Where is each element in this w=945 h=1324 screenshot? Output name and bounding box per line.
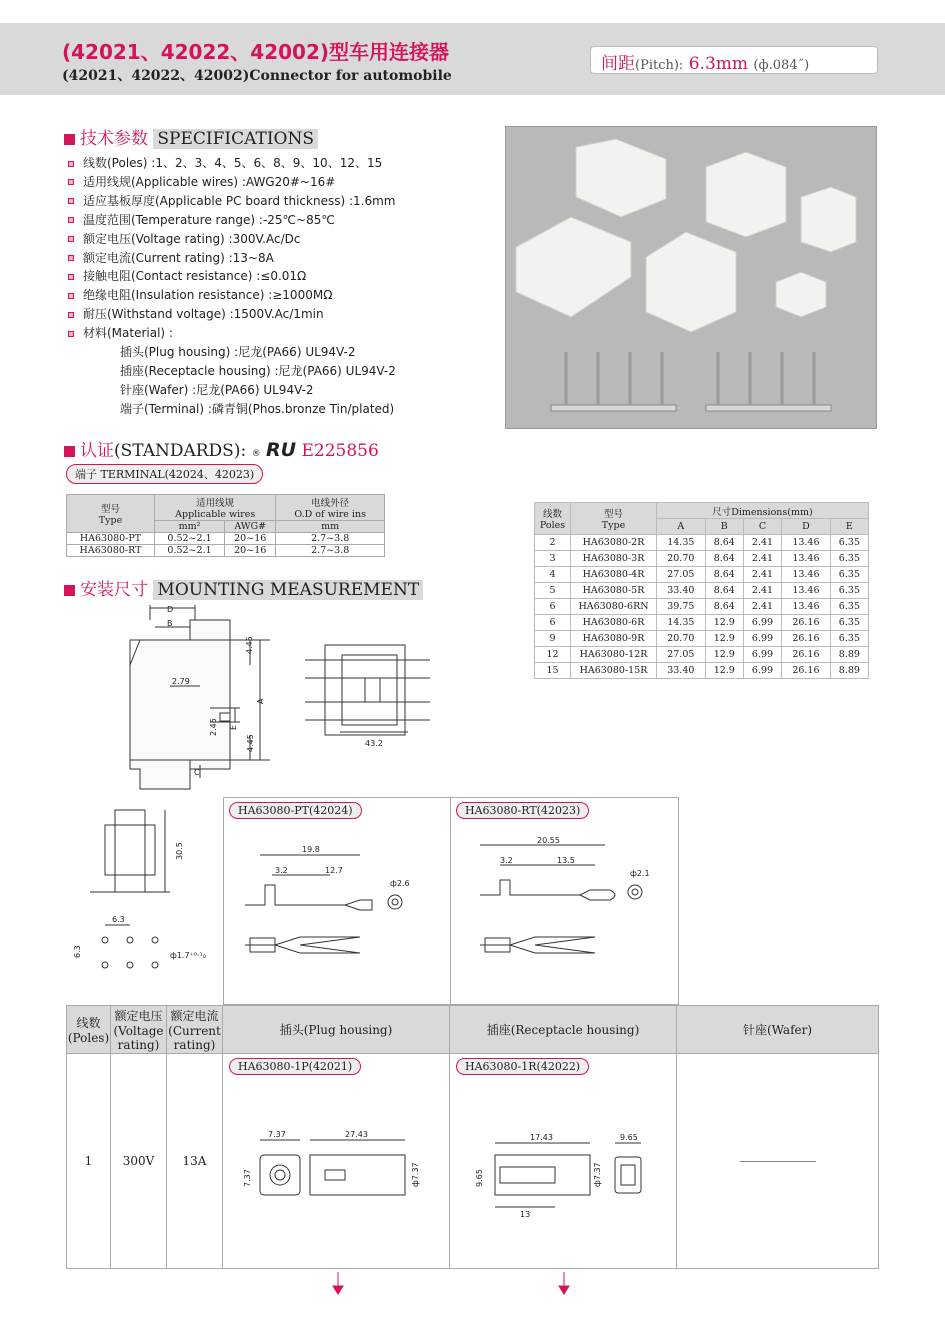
cell: 5 (535, 583, 571, 599)
th-od (276, 495, 385, 521)
th-col-d: D (782, 519, 831, 535)
cell: 8.64 (705, 583, 743, 599)
cell: 12.9 (705, 663, 743, 679)
cell: 6 (535, 599, 571, 615)
pitch-paren: (Pitch): (635, 58, 684, 73)
cell: 26.16 (782, 615, 831, 631)
table-row (535, 647, 869, 663)
spec-item (68, 173, 396, 192)
spec-text: 接触电阻(Contact resistance) :≤0.01Ω (83, 269, 307, 284)
th-text: Applicable wires (175, 509, 256, 520)
spec-item (68, 324, 396, 343)
divider (450, 797, 451, 1005)
cell: 13.46 (782, 583, 831, 599)
cell: 8.89 (830, 663, 868, 679)
cell: HA63080-12R (571, 647, 657, 663)
receptacle-drawing (470, 1125, 670, 1220)
specs-title-en: SPECIFICATIONS (153, 129, 318, 149)
wafer-drawing (70, 800, 220, 980)
rt-dim-4: ф2.1 (630, 869, 650, 878)
bullet-icon (68, 179, 74, 185)
pitch-box (590, 46, 878, 74)
th-volt (111, 1006, 167, 1054)
pt-dim-4: ф2.6 (390, 879, 410, 888)
standards-heading (64, 436, 379, 461)
cell: 20~16 (225, 545, 276, 557)
cell: 3 (535, 551, 571, 567)
cell: 6.99 (743, 647, 781, 663)
cell: 33.40 (657, 663, 706, 679)
cell-volt: 300V (111, 1054, 167, 1269)
dim-hole: ф1.7⁺⁰·¹₀ (170, 951, 206, 960)
table-row (535, 535, 869, 551)
rec-label: HA63080-1R(42022) (456, 1058, 589, 1075)
table-row (535, 583, 869, 599)
th-text: rating) (117, 1038, 160, 1052)
plug-drawing (240, 1125, 440, 1215)
dim-445-bottom: 4.45 (246, 734, 255, 752)
rec-dim-2: 9.65 (475, 1169, 484, 1187)
th-poles (535, 503, 571, 535)
th-text: Type (98, 515, 123, 526)
spec-item (68, 249, 396, 268)
dim-c: C (194, 768, 200, 777)
rt-label: HA63080-RT(42023) (456, 802, 589, 819)
mounting-title-cn: 安装尺寸 (80, 580, 148, 600)
th-awg: AWG# (225, 521, 276, 533)
spec-item (68, 230, 396, 249)
spec-item (68, 305, 396, 324)
dim-432: 43.2 (365, 739, 383, 748)
ul-logo-icon: RU (266, 439, 297, 461)
spec-text: 线数(Poles) :1、2、3、4、5、6、8、9、10、12、15 (83, 156, 383, 170)
bullet-icon (68, 198, 74, 204)
th-text: (Voltage (113, 1024, 164, 1038)
cell: 33.40 (657, 583, 706, 599)
table-row (535, 567, 869, 583)
square-bullet-icon (64, 134, 75, 145)
cell: 27.05 (657, 647, 706, 663)
cell: 6.35 (830, 615, 868, 631)
cell: 20.70 (657, 631, 706, 647)
spec-text: 耐压(Withstand voltage) :1500V.Ac/1min (83, 307, 324, 322)
th-col-a: A (657, 519, 706, 535)
th-text: 线数 (542, 509, 562, 520)
cell: 6.35 (830, 631, 868, 647)
registered-icon: ® (251, 449, 261, 459)
dim-305: 30.5 (175, 842, 184, 860)
cell: 6.35 (830, 551, 868, 567)
cell: 12 (535, 647, 571, 663)
dim-63-h: 6.3 (112, 915, 125, 924)
plug-dim-3: ф7.37 (411, 1162, 420, 1187)
cell: 39.75 (657, 599, 706, 615)
cell: 6.35 (830, 567, 868, 583)
cell: 6 (535, 615, 571, 631)
cell: 14.35 (657, 535, 706, 551)
standards-title-cn: 认证 (80, 441, 114, 461)
dim-d: D (167, 605, 174, 614)
table-row (67, 533, 385, 545)
th-text: 额定电流 (170, 1009, 219, 1023)
th-plug: 插头(Plug housing) (223, 1006, 450, 1054)
cell: HA63080-2R (571, 535, 657, 551)
pitch-value: 6.3mm (688, 54, 748, 74)
cell: HA63080-9R (571, 631, 657, 647)
cell: 9 (535, 631, 571, 647)
rec-dim-5: 13 (520, 1210, 531, 1219)
pitch-inch: (ф.084˝) (753, 58, 810, 73)
cell: HA63080-6RN (571, 599, 657, 615)
cell: 26.16 (782, 631, 831, 647)
cell: HA63080-5R (571, 583, 657, 599)
bullet-icon (68, 161, 74, 167)
square-bullet-icon (64, 446, 75, 457)
th-wires (155, 495, 276, 521)
th-col-c: C (743, 519, 781, 535)
specs-title-cn: 技术参数 (80, 129, 148, 149)
specs-heading (64, 124, 318, 149)
cell: 8.64 (705, 535, 743, 551)
mounting-title-en: MOUNTING MEASUREMENT (153, 580, 423, 600)
cell: 2.41 (743, 535, 781, 551)
title-cn: (42021、42022、42002)型车用连接器 (62, 40, 450, 64)
cell: 2.7~3.8 (276, 545, 385, 557)
specs-list (68, 154, 396, 419)
product-photo (505, 126, 877, 429)
cell: 6.35 (830, 535, 868, 551)
terminal-table (66, 494, 385, 557)
cell: 6.35 (830, 599, 868, 615)
bullet-icon (68, 293, 74, 299)
bullet-icon (68, 255, 74, 261)
cell: 26.16 (782, 647, 831, 663)
rec-dim-1: 17.43 (530, 1133, 553, 1142)
cell: 0.52~2.1 (155, 545, 225, 557)
th-dimensions: 尺寸Dimensions(mm) (657, 503, 869, 519)
cell: HA63080-3R (571, 551, 657, 567)
cell: HA63080-RT (67, 545, 155, 557)
spec-item (68, 192, 396, 211)
pt-dim-1: 19.8 (302, 845, 320, 854)
cell: 8.89 (830, 647, 868, 663)
cell: 13.46 (782, 567, 831, 583)
cell: 20~16 (225, 533, 276, 545)
bullet-icon (68, 217, 74, 223)
cell: HA63080-PT (67, 533, 155, 545)
cell-wafer (677, 1054, 879, 1269)
cell: 2 (535, 535, 571, 551)
table-row (535, 615, 869, 631)
pitch-label: 间距 (601, 54, 635, 74)
th-text: O.D of wire ins (294, 509, 366, 520)
spec-text: 绝缘电阻(Insulation resistance) :≥1000MΩ (83, 288, 333, 303)
table-row (67, 545, 385, 557)
rt-terminal-drawing (475, 836, 675, 980)
th-text: (Current (168, 1024, 221, 1038)
pt-dim-3: 12.7 (325, 866, 343, 875)
plug-label: HA63080-1P(42021) (229, 1058, 361, 1075)
cell: 26.16 (782, 663, 831, 679)
spec-item (68, 154, 396, 173)
table-row (535, 631, 869, 647)
th-text: 电线外径 (311, 498, 350, 509)
mounting-heading (64, 575, 423, 600)
cell: 8.64 (705, 599, 743, 615)
spec-text: 适应基板厚度(Applicable PC board thickness) :1.6mm (83, 193, 396, 208)
wafer-blank-line (740, 1161, 816, 1162)
cell: 13.46 (782, 535, 831, 551)
cell: HA63080-6R (571, 615, 657, 631)
terminal-label: 端子 TERMINAL(42024、42023) (66, 464, 263, 484)
th-mm: mm (276, 521, 385, 533)
material-item: 插头(Plug housing) :尼龙(PA66) UL94V-2 (120, 345, 356, 360)
dimension-rows (535, 535, 869, 679)
cell: 2.7~3.8 (276, 533, 385, 545)
th-text: Type (601, 520, 626, 531)
table-row (535, 663, 869, 679)
cell: 8.64 (705, 567, 743, 583)
spec-text: 额定电压(Voltage rating) :300V.Ac/Dc (83, 231, 301, 246)
cell: 13.46 (782, 599, 831, 615)
rec-dim-3: 9.65 (620, 1133, 638, 1142)
pt-dim-2: 3.2 (275, 866, 288, 875)
spec-item (68, 211, 396, 230)
continue-arrows (332, 1272, 582, 1296)
cell: 20.70 (657, 551, 706, 567)
dim-e: E (229, 724, 238, 730)
dim-b: B (167, 619, 173, 628)
cell: 4 (535, 567, 571, 583)
th-text: 型号 (100, 504, 120, 515)
dim-445-top: 4.45 (245, 636, 254, 654)
plug-dim-2: 27.43 (345, 1130, 368, 1139)
table-row (535, 599, 869, 615)
rt-dim-1: 20.55 (537, 836, 560, 845)
title-en: (42021、42022、42002)Connector for automobile (62, 68, 452, 84)
th-col-e: E (830, 519, 868, 535)
material-item: 端子(Terminal) :磷青铜(Phos.bronze Tin/plated) (120, 401, 395, 416)
cell-poles: 1 (67, 1054, 111, 1269)
th-text: Poles (539, 520, 566, 531)
cell-curr: 13A (167, 1054, 223, 1269)
ul-code: E225856 (301, 441, 379, 461)
material-item: 插座(Receptacle housing) :尼龙(PA66) UL94V-2 (120, 363, 396, 378)
dim-63-v: 6.3 (73, 945, 82, 958)
th-text: 型号 (603, 509, 623, 520)
cell: 8.64 (705, 551, 743, 567)
connector-photo-illustration (506, 127, 878, 430)
dim-279: 2.79 (172, 677, 190, 686)
cell: 13.46 (782, 551, 831, 567)
th-type (67, 495, 155, 533)
cell: 15 (535, 663, 571, 679)
material-item: 针座(Wafer) :尼龙(PA66) UL94V-2 (120, 382, 314, 397)
plug-dim-1: 7.37 (268, 1130, 286, 1139)
bullet-icon (68, 236, 74, 242)
cell: 6.99 (743, 631, 781, 647)
th-curr (167, 1006, 223, 1054)
standards-title-en: (STANDARDS): (114, 441, 247, 461)
cell: 12.9 (705, 647, 743, 663)
cell: 6.35 (830, 583, 868, 599)
pt-label: HA63080-PT(42024) (229, 802, 362, 819)
th-type (571, 503, 657, 535)
spec-text: 材料(Material) : (83, 326, 173, 341)
bullet-icon (68, 274, 74, 280)
cell: 2.41 (743, 583, 781, 599)
pt-terminal-drawing (240, 840, 440, 980)
th-text: (Poles) (67, 1031, 110, 1045)
th-poles (67, 1006, 111, 1054)
spec-text: 适用线规(Applicable wires) :AWG20#~16# (83, 174, 336, 189)
rt-dim-3: 13.5 (557, 856, 575, 865)
th-col-b: B (705, 519, 743, 535)
cell: 12.9 (705, 631, 743, 647)
cell: HA63080-15R (571, 663, 657, 679)
cell: 2.41 (743, 551, 781, 567)
th-text: 线数 (76, 1016, 101, 1030)
th-text: 额定电压 (114, 1009, 163, 1023)
spec-item (68, 267, 396, 286)
cell: 12.9 (705, 615, 743, 631)
spec-text: 温度范围(Temperature range) :-25℃~85℃ (83, 212, 335, 227)
dim-a: A (256, 698, 265, 704)
th-wafer: 针座(Wafer) (677, 1006, 879, 1054)
dimension-table (534, 502, 869, 679)
cell: 0.52~2.1 (155, 533, 225, 545)
bullet-icon (68, 312, 74, 318)
cell: 27.05 (657, 567, 706, 583)
cell: 2.41 (743, 567, 781, 583)
th-text: rating) (173, 1038, 216, 1052)
dim-245: 2.45 (209, 718, 218, 736)
cell: 6.99 (743, 663, 781, 679)
cell: 2.41 (743, 599, 781, 615)
square-bullet-icon (64, 585, 75, 596)
spec-item (68, 286, 396, 305)
rec-dim-4: ф7.37 (593, 1162, 602, 1187)
plug-dim-4: 7.37 (243, 1169, 252, 1187)
table-row (535, 551, 869, 567)
cell: 6.99 (743, 615, 781, 631)
th-mm2: mm² (155, 521, 225, 533)
bullet-icon (68, 331, 74, 337)
cell: 14.35 (657, 615, 706, 631)
th-text: 适用线规 (196, 498, 235, 509)
cell: HA63080-4R (571, 567, 657, 583)
spec-text: 额定电流(Current rating) :13~8A (83, 250, 274, 265)
mounting-drawing (110, 600, 440, 790)
th-receptacle: 插座(Receptacle housing) (450, 1006, 677, 1054)
rt-dim-2: 3.2 (500, 856, 513, 865)
